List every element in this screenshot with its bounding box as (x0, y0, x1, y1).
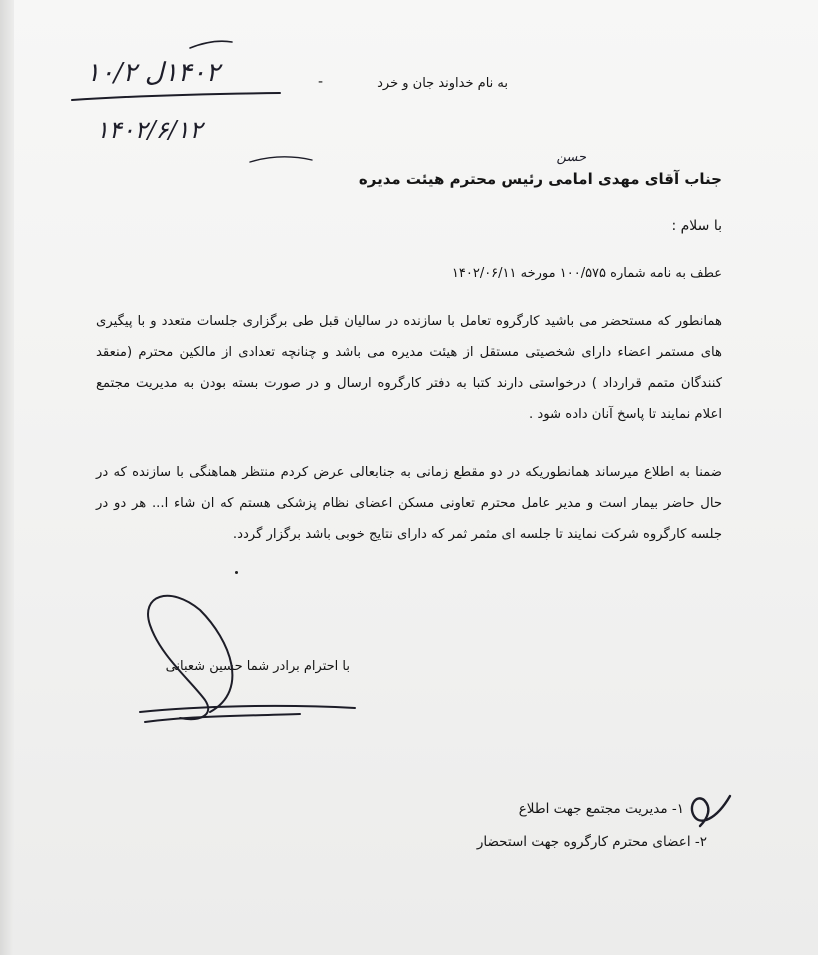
salutation: با سلام : (671, 218, 722, 234)
name-strike-mark (250, 157, 312, 162)
reference-line: عطف به نامه شماره ۱۰۰/۵۷۵ مورخه ۱۴۰۲/۰۶/۱۱ (451, 266, 722, 281)
signature-loop-icon (148, 596, 232, 719)
handwritten-date-1: ۱۴۰۲ل ۱۰/۲ (86, 58, 220, 88)
body-paragraph-1: همانطور که مستحضر می باشید کارگروه تعامل با سازنده در سالیان قبل طی برگزاری جلسات متعدد و با پیگیری های مستمر اعضاء دارای شخصیتی مستقل از هیئت مدیره می باشد و چنانچه تعدادی از مالکین محترم (منعقد کنندگان متمم قرارداد ) درخواستی دارند کتبا به دفتر کارگروه ارسال و در صورت بسته بودن به مدیریت مجتمع اعلام نمایند تا پاسخ آنان داده شود . (96, 314, 722, 422)
cc-item-2: ۲- اعضای محترم کارگروه جهت استحضار (476, 834, 707, 850)
addressee-line: جناب آقای مهدی امامی رئیس محترم هیئت مدیره (358, 170, 722, 188)
ink-dot (235, 571, 238, 574)
cc-item-1: ۱- مدیریت مجتمع جهت اطلاع (518, 801, 684, 817)
check-mark-icon (692, 796, 730, 826)
handwritten-date-2: ۱۴۰۲/۶/۱۲ (96, 116, 203, 144)
date-underline (72, 93, 280, 100)
handwritten-name-correction: حسن (556, 150, 586, 165)
date-overstroke (190, 41, 232, 48)
body-paragraph-2: ضمنا به اطلاع میرساند همانطوریکه در دو مقطع زمانی به جنابعالی عرض کردم منتظر هماهنگی با سازنده که در حال حاضر بیمار است و مدیر عامل محترم تعاونی مسکن اعضای نظام پزشکی هستم که ان شاء ا... هر دو در جلسه کارگروه شرکت نمایند تا جلسه ای مثمر ثمر که دارای نتایج خوبی باشد برگزار گردد. (96, 465, 722, 542)
signature-stroke-icon (140, 706, 355, 722)
paper-fold-shadow (0, 0, 14, 955)
header-dash: - (317, 74, 323, 90)
bismillah-heading: به نام خداوند جان و خرد (377, 76, 508, 91)
signoff-line: با احترام برادر شما حسین شعبانی (165, 659, 350, 674)
